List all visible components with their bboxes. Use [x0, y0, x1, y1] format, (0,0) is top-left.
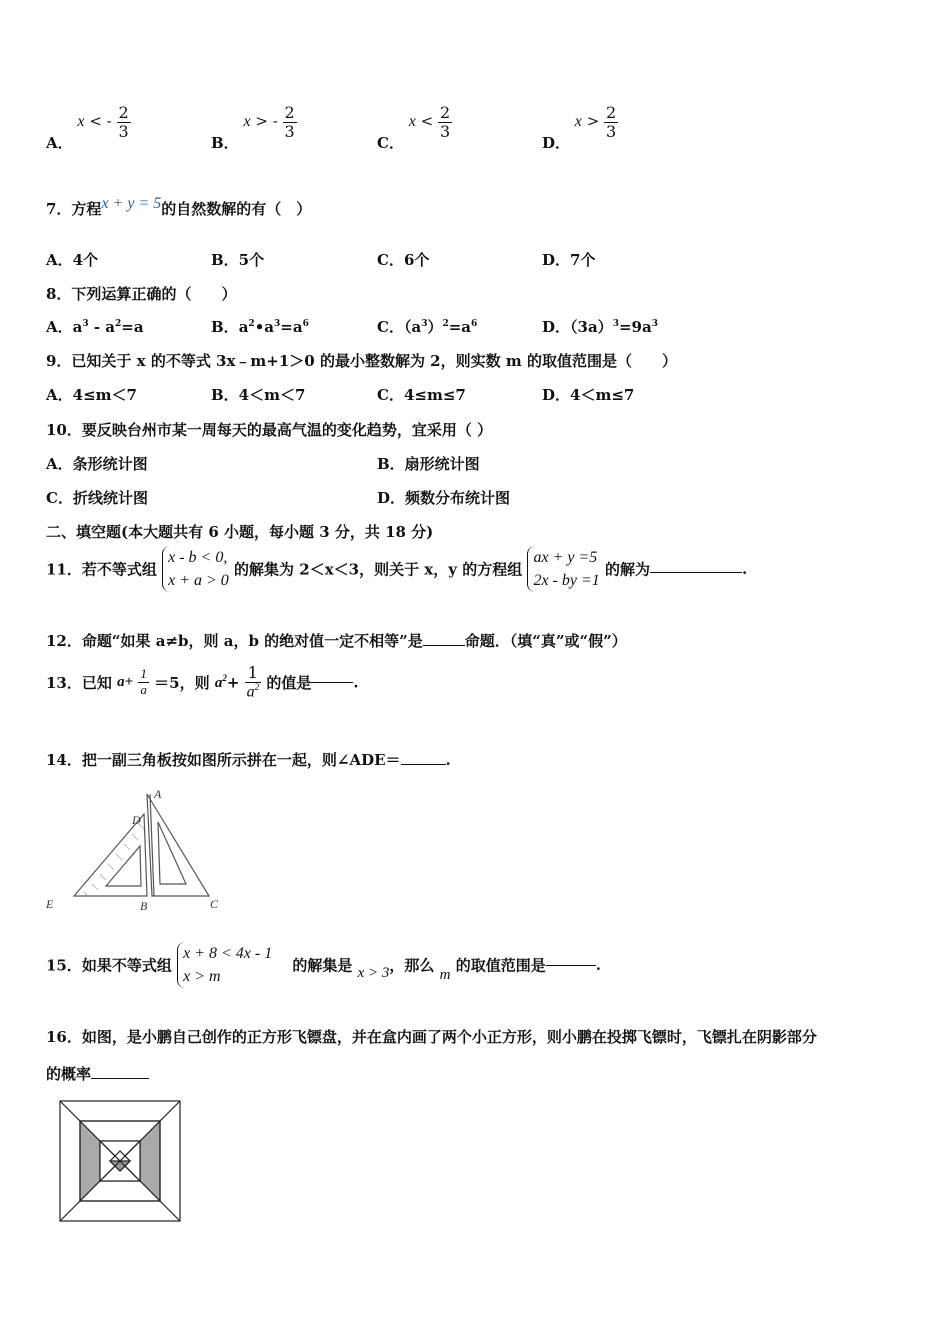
question-8: 8．下列运算正确的（ ）: [46, 285, 237, 303]
question-16-line-1: 16．如图，是小鹏自己创作的正方形飞镖盘，并在盒内画了两个小正方形，则小鹏在投掷飞镖时，飞镖扎在阴影部分: [46, 1028, 817, 1046]
q7-option-a: A．4个: [46, 251, 99, 269]
q6-option-a: A． x < - $\frac{2}{3}$: [46, 103, 129, 153]
q8-option-a: A．$a^3 - a^2=a$: [46, 318, 144, 336]
question-7: 7．方程x + y = 5的自然数解的有（ ）: [46, 195, 312, 218]
q13-answer-blank[interactable]: [311, 682, 353, 683]
q10-option-a: A．条形统计图: [46, 455, 148, 473]
question-12: 12．命题“如果 a≠b，则 a，b 的绝对值一定不相等”是 命题．（填“真”或“假”）: [46, 632, 627, 650]
question-15: 15．如果不等式组 x + 8 < 4x - 1 x > m 的解集是 x > 3，那么 m 的取值范围是 .: [46, 942, 601, 988]
label-c: C: [210, 897, 219, 911]
q16-answer-blank[interactable]: [91, 1078, 149, 1079]
triangle-boards-figure: [44, 784, 234, 914]
q7-option-d: D．7个: [542, 251, 596, 269]
label-a: A: [154, 787, 162, 801]
label-e: E: [46, 897, 54, 911]
question-13: 13．已知 a+ $\frac{1}{a}$ ＝5，则 $a^2+$ $\frac{1}{a^2}$ 的值是 .: [46, 663, 359, 700]
section-heading: 二、填空题(本大题共有 6 小题，每小题 3 分，共 18 分): [46, 523, 434, 541]
q12-answer-blank[interactable]: [423, 645, 465, 646]
question-14: 14．把一副三角板按如图所示拼在一起，则∠ADE＝ .: [46, 751, 451, 769]
q7-equation: x + y = 5: [101, 195, 162, 212]
q14-answer-blank[interactable]: [401, 764, 446, 765]
q9-option-b: B．4＜m＜7: [211, 386, 306, 404]
q6-option-d: D． x > $\frac{2}{3}$: [542, 103, 617, 153]
q9-option-c: C．4≤m≤7: [377, 386, 466, 404]
q10-option-d: D．频数分布统计图: [377, 489, 511, 507]
q11-answer-blank[interactable]: [650, 572, 742, 573]
q15-answer-blank[interactable]: [546, 965, 596, 966]
question-9: 9．已知关于 x 的不等式 3x﹣m+1＞0 的最小整数解为 2，则实数 m 的取值范围是（ ）: [46, 352, 677, 370]
question-11: 11．若不等式组 x - b < 0, x + a > 0 的解集为 2＜x＜3，则关于 x，y 的方程组 ax + y =5 2x - by =1 的解为 .: [46, 546, 747, 592]
q9-option-d: D．4＜m≤7: [542, 386, 635, 404]
q7-option-c: C．6个: [377, 251, 430, 269]
q10-option-c: C．折线统计图: [46, 489, 148, 507]
q10-option-b: B．扇形统计图: [377, 455, 480, 473]
question-16-line-2: 的概率: [46, 1063, 149, 1084]
q7-option-b: B．5个: [211, 251, 265, 269]
dartboard-figure: [58, 1099, 182, 1223]
q6-option-c: C． x < $\frac{2}{3}$: [377, 103, 451, 153]
label-d: D: [132, 813, 141, 827]
q8-option-b: B．$a^2•a^3=a^6$: [211, 318, 309, 336]
q8-option-c: C．$(a^3)^2=a^6$: [377, 318, 478, 336]
q8-option-d: D．$(3a)^3=9a^3$: [542, 318, 658, 336]
q6-option-b: B． x > - $\frac{2}{3}$: [211, 103, 295, 153]
question-10: 10．要反映台州市某一周每天的最高气温的变化趋势，宜采用（ ）: [46, 421, 493, 439]
label-b: B: [140, 899, 148, 913]
triangle-abc: [147, 794, 209, 896]
q9-option-a: A．4≤m＜7: [46, 386, 137, 404]
